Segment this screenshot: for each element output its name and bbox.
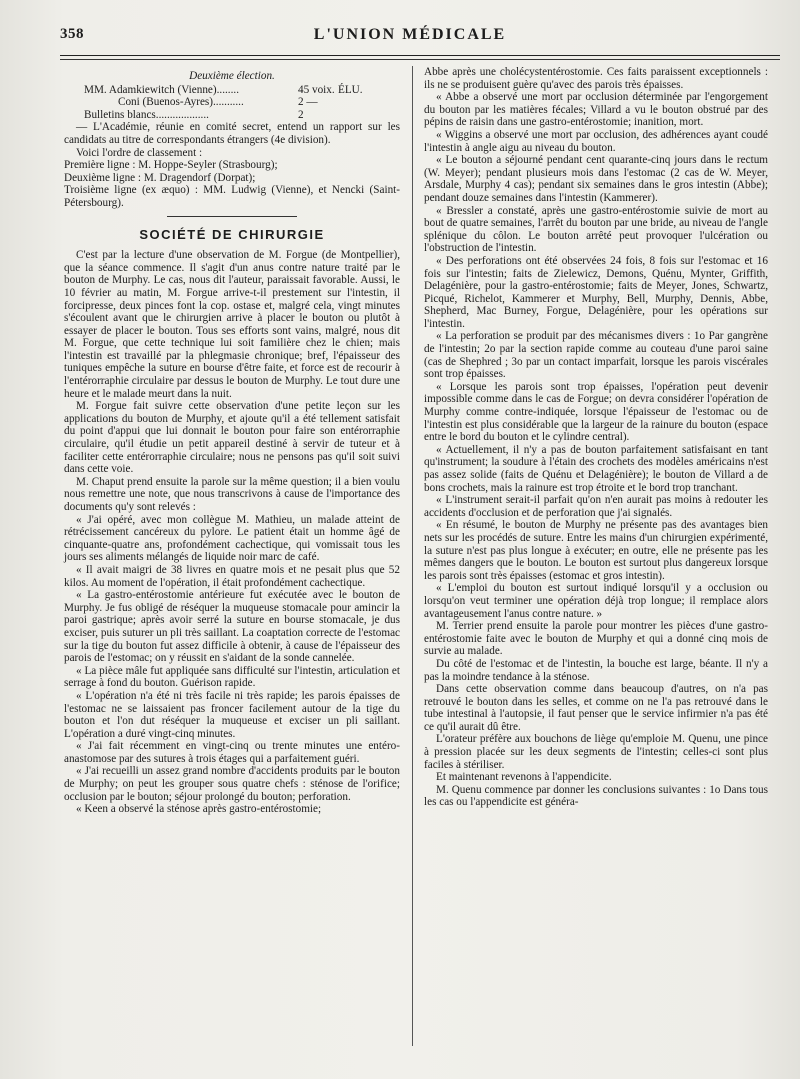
paragraph: « La perforation se produit par des mécanismes divers : 1o Par gangrène de l'intestin; 2o par la section rapide comme au couteau d'une paroi saine (cas de Shephred ; 3o par un contact imparfait, lorsque les parois viscérales sont trop épaisses. [424, 330, 768, 381]
paragraph: « J'ai opéré, avec mon collègue M. Mathieu, un malade atteint de rétrécissement cancéreux du pylore. Le patient était un homme âgé de cinquante-quatre ans, profondément cachectique, qui vomissait tous les jours ses aliments mélangés de liquide noir marc de café. [64, 513, 400, 564]
vote-row [64, 109, 400, 122]
paragraph: Et maintenant revenons à l'appendicite. [436, 771, 612, 784]
paragraph: « J'ai recueilli un assez grand nombre d'accidents produits par le bouton de Murphy; on peut les grouper sous quatre chefs : sténose de l'orifice; occlusion par le bouton; séjour prolongé du bouton; perforation. [64, 765, 400, 803]
vote-row [64, 96, 400, 109]
paragraph: « L'instrument serait-il parfait qu'on n'en aurait pas moins à redouter les accidents d'occlusion et de perforation que j'ai signalés. [424, 494, 768, 519]
left-column [64, 70, 400, 816]
paragraph: Dans cette observation comme dans beaucoup d'autres, on n'a pas retrouvé le bouton dans les selles, et comme on ne l'a pas retrouvé dans le tube intestinal à l'autopsie, il faut penser que le service infirmier n'a pas été ce qu'il aurait dû être. [424, 683, 768, 733]
paragraph: « Lorsque les parois sont trop épaisses, l'opération peut devenir impossible comme dans le cas de Forgue; on devra considérer l'opération de Murphy comme contre-indiquée, lorsque l'épaisseur de l'estomac ou de l'intestin est plus considérable que la largeur de la rainure du bouton (espace entre le bord du bouton et le cylindre central). [424, 380, 768, 444]
rank-line: Deuxième ligne : M. Dragendorf (Dorpat); [64, 171, 256, 184]
paragraph: « L'emploi du bouton est surtout indiqué lorsqu'il y a occlusion ou lorsqu'on veut terminer une opération déjà trop longue; il remplace alors avantageusement l'anus contre nature. » [424, 582, 768, 620]
paragraph: « Keen a observé la sténose après gastro-entérostomie; [76, 803, 322, 816]
election-title: Deuxième élection. [189, 70, 275, 82]
paragraph: « Des perforations ont été observées 24 fois, 8 fois sur l'estomac et 16 fois sur l'intestin; faits de Zielewicz, Demons, Quénu, Mynter, Griffith, Delagénière, pour la gastro-entérostomie; faits de Meyer, Jones, Schwartz, Picqué, Richelot, Kammerer et Murphy, Bell, Murphy, Dennis, Abbe, Shepherd, Mac Burney, Forgue, Delagénière, pour les opérations sur l'intestin. [424, 254, 768, 330]
vote-result [338, 109, 398, 122]
header-rule-thin [60, 59, 780, 60]
paragraph: Voici l'ordre de classement : [76, 146, 203, 159]
rank-line: Troisième ligne (ex æquo) : MM. Ludwig (Vienne), et Nencki (Saint-Pétersbourg). [64, 184, 400, 209]
header-rule [60, 55, 780, 56]
section-divider [167, 216, 297, 217]
paragraph: C'est par la lecture d'une observation de M. Forgue (de Montpellier), que la séance commence. Il s'agit d'un anus contre nature traité par le bouton de Murphy. Le cas, nous dit l'auteur, paraissait favorable. Aussi, le 10 février au matin, M. Forgue arrive-t-il prestement sur l'intestin, il forcipresse, deux pinces font la cop. ostase et, malgré cela, vingt minutes s'écoulent avant que le chirurgien arrive à placer le bouton ou plutôt à essayer de placer le bouton. Tous ses efforts sont vains, malgré, nous dit M. Forgue, que cette technique lui soit familière chez le chien; mais l'intestin est travaillé par la phlegmasie chronique; bref, l'épaisseur des tuniques empêche la suture en bourse d'être faite, et force est de recourir à l'entérorraphie circulaire par dessus le bouton de Murphy. Le tout dure une heure et le malade meurt dans la nuit. [64, 249, 400, 400]
vote-name: Bulletins blancs................... [84, 108, 209, 121]
vote-name: Coni (Buenos-Ayres)........... [118, 96, 244, 109]
paragraph: — L'Académie, réunie en comité secret, entend un rapport sur les candidats au titre de correspondants étrangers (4e division). [64, 121, 400, 146]
paragraph: « L'opération n'a été ni très facile ni très rapide; les parois épaisses de l'estomac ne se laissaient pas froncer facilement autour de la tige du bouton et l'on dut réséquer la muqueuse et exciser un pli saillant. L'opération a duré vingt-cinq minutes. [64, 689, 400, 740]
column-divider [412, 66, 413, 1046]
journal-title: L'UNION MÉDICALE [313, 26, 507, 43]
vote-result: ÉLU. [338, 83, 363, 96]
paragraph: Du côté de l'estomac et de l'intestin, la bouche est large, béante. Il n'y a pas la moindre tendance à la sténose. [424, 657, 768, 683]
paragraph: « Wiggins a observé une mort par occlusion, des adhérences ayant coudé l'intestin à angle aigu au niveau du bouton. [424, 128, 768, 154]
paragraph: L'orateur préfère aux bouchons de liège qu'emploie M. Quenu, une pince à pression placée sur les deux segments de l'intestin; celles-ci sont plus faciles à stériliser. [424, 733, 768, 771]
paragraph: M. Quenu commence par donner les conclusions suivantes : 1o Dans tous les cas ou l'appendicite est généra- [424, 783, 768, 809]
right-column [424, 66, 768, 809]
paragraph: « La pièce mâle fut appliquée sans difficulté sur l'intestin, articulation et serrage à fond du bouton. Guérison rapide. [64, 664, 400, 690]
paragraph: « J'ai fait récemment en vingt-cinq ou trente minutes une entéro-anastomose par des sutures à trois étages qui a parfaitement guéri. [64, 740, 400, 765]
paragraph: « Bressler a constaté, après une gastro-entérostomie suivie de mort au bout de quatre semaines, l'arrêt du bouton par une bride, au niveau de l'angle splénique du côlon. Le bouton arrêté peut provoquer l'ulcération ou l'obstruction de l'intestin. [424, 204, 768, 255]
vote-result [338, 96, 398, 109]
vote-name: MM. Adamkiewitch (Vienne)........ [84, 83, 239, 96]
vote-count: 45 voix. [298, 83, 335, 96]
paragraph: M. Forgue fait suivre cette observation d'une petite leçon sur les applications du bouton de Murphy, et ajoute qu'il a été tellement satisfait du point d'appui que lui donnait le bouton pour faire son entérorraphie circulaire, qu'il étudie un petit appareil destiné à servir de tuteur et à faciliter cette entérorraphie circulaire; nous ne pensons pas qu'il soit suivi dans cette voie. [64, 400, 400, 476]
page-header [60, 26, 780, 50]
vote-count: 2 [298, 108, 304, 121]
paragraph: « Actuellement, il n'y a pas de bouton parfaitement satisfaisant en tant qu'instrument; la soudure à l'étain des crochets des modèles américains n'est pas assez solide (faits de Quénu et Delagénière); le bouton de Villard a de bons crochets, mais la rainure est trop étroite et le bord trop tranchant. [424, 443, 768, 494]
paragraph: « La gastro-entérostomie antérieure fut exécutée avec le bouton de Murphy. Je fus obligé de réséquer la muqueuse stomacale pour amincir la paroi gastrique; après avoir serré la suture en bourse stomacale, je dus exciser, puis suturer un pli très saillant. La coaptation correcte de l'estomac sur la tige du bouton fut assez difficile à obtenir, à cause de l'épaisseur des parois de l'estomac; on y réussit en s'aidant de la sonde cannelée. [64, 589, 400, 665]
paragraph: « Le bouton a séjourné pendant cent quarante-cinq jours dans le rectum (W. Meyer); pendant plusieurs mois dans l'estomac (2 cas de W. Meyer, Arsdale, Murphy 4 cas); pendant six semaines dans le gros intestin (Abbe); pendant douze semaines dans l'intestin (Kammerer). [424, 154, 768, 204]
vote-count: 2 — [298, 96, 318, 109]
rank-line: Première ligne : M. Hoppe-Seyler (Strasbourg); [64, 159, 278, 172]
page-number: 358 [60, 26, 84, 42]
paragraph: M. Terrier prend ensuite la parole pour montrer les pièces d'une gastro-entérostomie faite avec le bouton de Murphy et qui a donné cinq mois de survie au malade. [424, 620, 768, 658]
paragraph: M. Chaput prend ensuite la parole sur la même question; il a bien voulu nous remettre une note, que nous transcrivons à cause de l'importance des documents qu'y sont relevés : [64, 475, 400, 513]
paragraph: « Abbe a observé une mort par occlusion déterminée par l'engorgement du bouton par les matières fécales; Villard a vu le bouton obstrué par des pépins de raisin dans une gastro-entérostomie; inanition, mort. [424, 91, 768, 129]
paragraph: « Il avait maigri de 38 livres en quatre mois et ne pesait plus que 52 kilos. Au moment de l'opération, il était profondément cachectique. [64, 563, 400, 589]
vote-row [64, 84, 400, 97]
paragraph: « En résumé, le bouton de Murphy ne présente pas des avantages bien nets sur les procédés de suture. Entre les mains d'un chirurgien expérimenté, la suture n'est pas plus longue à exécuter; en outre, elle ne présente pas les mêmes dangers que le bouton. Le bouton est surtout plus dangereux lorsque les parois sont très épaisses (estomac et gros intestin). [424, 519, 768, 582]
section-title: SOCIÉTÉ DE CHIRURGIE [139, 226, 325, 242]
paragraph: Abbe après une cholécystentérostomie. Ces faits paraissent exceptionnels : ils ne se produisent guère qu'avec des parois très épaisses. [424, 66, 768, 91]
